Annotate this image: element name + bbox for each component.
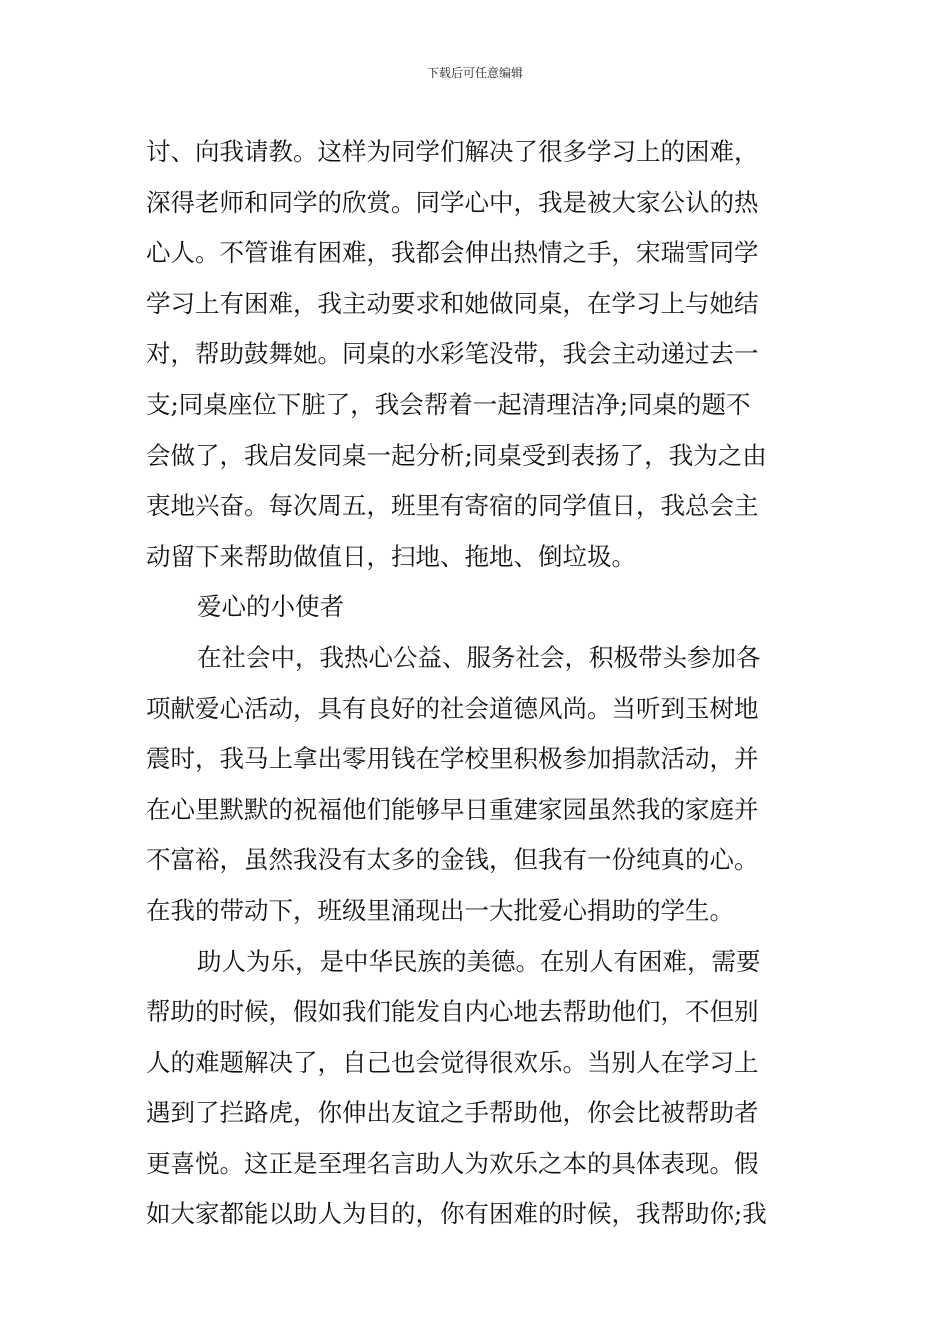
text-line: 在我的带动下，班级里涌现出一大批爱心捐助的学生。 bbox=[146, 895, 734, 925]
paragraph-first-line: 在社会中，我热心公益、服务社会，积极带头参加各 bbox=[197, 642, 761, 672]
page-header: 下载后可任意编辑 bbox=[426, 66, 523, 80]
text-line: 学习上有困难，我主动要求和她做同桌，在学习上与她结 bbox=[146, 288, 759, 318]
text-line: 深得老师和同学的欣赏。同学心中，我是被大家公认的热 bbox=[146, 187, 759, 217]
text-line: 如大家都能以助人为目的，你有困难的时候，我帮助你;我 bbox=[146, 1199, 767, 1229]
paragraph-first-line: 助人为乐，是中华民族的美德。在别人有困难，需要 bbox=[197, 946, 761, 976]
text-line: 动留下来帮助做值日，扫地、拖地、倒垃圾。 bbox=[146, 541, 636, 571]
text-line: 更喜悦。这正是至理名言助人为欢乐之本的具体表现。假 bbox=[146, 1148, 759, 1178]
text-line: 支;同桌座位下脏了，我会帮着一起清理洁净;同桌的题不 bbox=[146, 389, 751, 419]
text-line: 讨、向我请教。这样为同学们解决了很多学习上的困难， bbox=[146, 137, 759, 166]
text-line: 遇到了拦路虎，你伸出友谊之手帮助他，你会比被帮助者 bbox=[146, 1098, 759, 1128]
text-line: 不富裕，虽然我没有太多的金钱，但我有一份纯真的心。 bbox=[146, 845, 759, 875]
document-body bbox=[146, 127, 808, 1240]
text-line: 心人。不管谁有困难，我都会伸出热情之手，宋瑞雪同学 bbox=[146, 238, 759, 268]
text-line: 在心里默默的祝福他们能够早日重建家园虽然我的家庭并 bbox=[146, 794, 759, 824]
text-line: 人的难题解决了，自己也会觉得很欢乐。当别人在学习上 bbox=[146, 1047, 759, 1077]
text-line: 帮助的时候，假如我们能发自内心地去帮助他们，不但别 bbox=[146, 997, 759, 1027]
text-line: 衷地兴奋。每次周五，班里有寄宿的同学值日，我总会主 bbox=[146, 491, 759, 521]
text-line: 对，帮助鼓舞她。同桌的水彩笔没带，我会主动递过去一 bbox=[146, 339, 759, 369]
section-heading: 爱心的小使者 bbox=[197, 592, 344, 622]
text-line: 震时，我马上拿出零用钱在学校里积极参加捐款活动，并 bbox=[146, 744, 759, 774]
text-line: 项献爱心活动，具有良好的社会道德风尚。当听到玉树地 bbox=[146, 693, 759, 723]
text-line: 会做了，我启发同桌一起分析;同桌受到表扬了，我为之由 bbox=[146, 440, 767, 470]
